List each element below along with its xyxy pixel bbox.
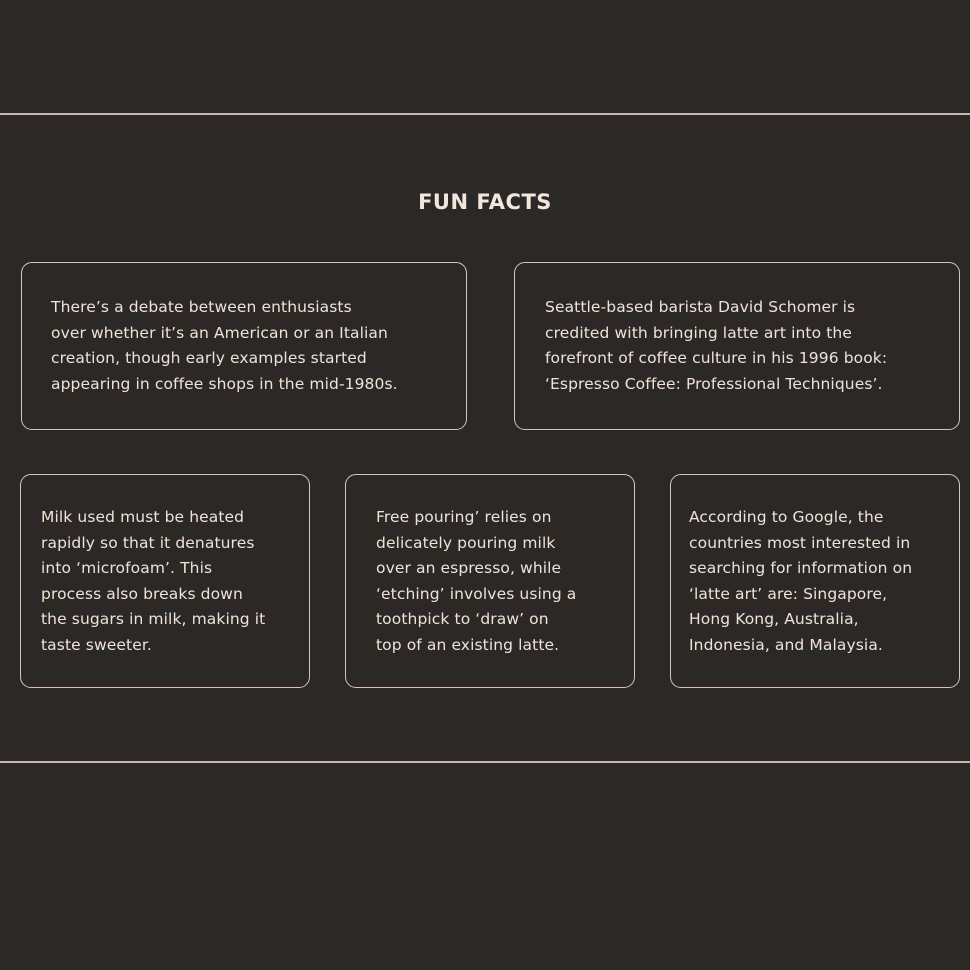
fact-text: Free pouring’ relies on delicately pouring milk over an espresso, while ‘etching’ involves using a toothpick to ‘draw’ on top of an existing latte. <box>376 508 577 654</box>
fact-card-schomer <box>514 262 960 430</box>
bottom-divider <box>0 761 970 763</box>
top-divider <box>0 113 970 115</box>
fact-text: Seattle-based barista David Schomer is credited with bringing latte art into the forefront of coffee culture in his 1996 book: ‘Espresso Coffee: Professional Techniques’. <box>545 298 888 393</box>
fact-text: There’s a debate between enthusiasts over whether it’s an American or an Italian creation, though early examples started appearing in coffee shops in the mid-1980s. <box>51 298 398 393</box>
fact-card-origin <box>21 262 467 430</box>
fact-card-milk <box>20 474 310 688</box>
fact-card-google <box>670 474 960 688</box>
fact-text: Milk used must be heated rapidly so that it denatures into ‘microfoam’. This process also breaks down the sugars in milk, making it taste sweeter. <box>41 508 266 654</box>
fact-card-pouring <box>345 474 635 688</box>
section-title: FUN FACTS <box>418 190 552 215</box>
fact-text: According to Google, the countries most interested in searching for information on ‘latte art’ are: Singapore, Hong Kong, Australia, Indonesia, and Malaysia. <box>689 508 913 654</box>
